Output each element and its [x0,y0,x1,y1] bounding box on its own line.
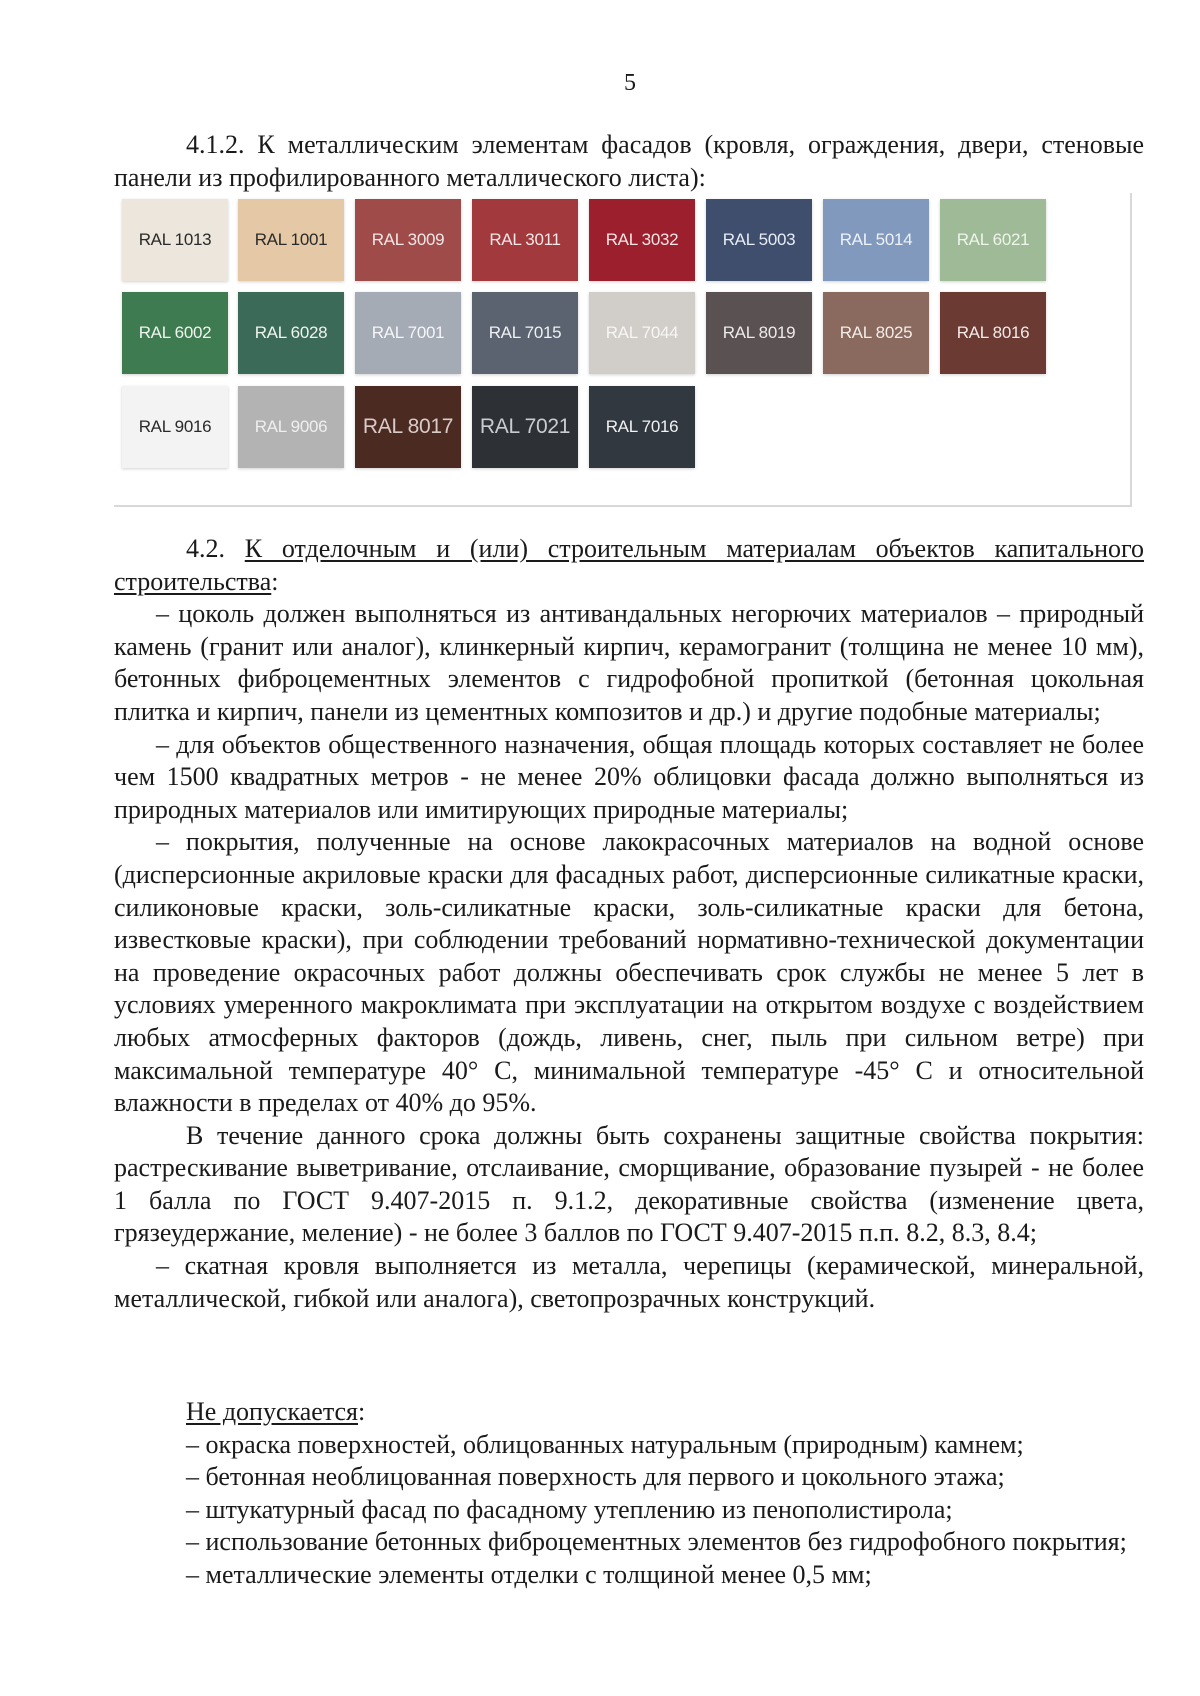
swatch-ral-9006 [238,386,344,468]
list-item: – окраска поверхностей, облицованных натуральным (природным) камнем; [186,1429,1024,1459]
section-title: К отделочным и (или) строительным материалам объектов капитального строительства [114,534,1145,596]
swatch-ral-1013 [122,199,228,281]
swatch-label: RAL 9016 [138,417,212,436]
intro-paragraph: 4.1.2. К металлическим элементам фасадов (кровля, ограждения, двери, стеновые панели из профилированного металлического листа): [114,130,1144,192]
swatch-label: RAL 8016 [956,323,1030,342]
list-item: – для объектов общественного назначения, общая площадь которых составляет не более чем 1500 квадратных метров - не менее 20% облицовки фасада должно выполняться из природных материалов или имитирующих природные материалы; [114,729,1144,824]
swatch-label: RAL 1001 [254,230,328,249]
paragraph: В течение данного срока должны быть сохранены защитные свойства покрытия: растрескивание выветривание, отслаивание, сморщивание, образование пузырей - не более 1 балла по ГОСТ 9.407-2015 п. 9.1.2, декоративные свойства (изменение цвета, грязеудержание, меление) - не более 3 баллов по ГОСТ 9.407-2015 п.п. 8.2, 8.3, 8.4; [114,1120,1144,1248]
swatch-label: RAL 6002 [138,323,212,342]
list-item: – использование бетонных фиброцементных элементов без гидрофобного покрытия; [186,1527,1127,1557]
page-number: 5 [624,70,636,96]
swatch-label: RAL 8017 [362,415,454,438]
swatch-label: RAL 3011 [489,230,561,249]
ral-color-palette [114,193,1132,507]
swatch-label: RAL 5014 [839,230,913,249]
swatch-label: RAL 6028 [254,323,328,342]
list-item: – бетонная необлицованная поверхность для первого и цокольного этажа; [186,1462,1005,1492]
swatch-ral-6021 [940,199,1046,281]
swatch-label: RAL 7015 [488,323,562,342]
swatch-label: RAL 3032 [605,230,679,249]
swatch-label: RAL 8019 [722,323,796,342]
swatch-label: RAL 9006 [254,417,328,436]
swatch-label: RAL 1013 [138,230,212,249]
swatch-ral-1001 [238,199,344,281]
swatch-ral-7021 [472,386,578,468]
list-item: – металлические элементы отделки с толщиной менее 0,5 мм; [186,1559,872,1589]
section-colon: : [271,566,279,596]
swatch-ral-8016 [940,292,1046,374]
swatch-label: RAL 7044 [605,323,679,342]
swatch-label: RAL 7016 [605,417,679,436]
list-item: – цоколь должен выполняться из антивандальных негорючих материалов – природный камень (гранит или аналог), клинкерный кирпич, керамогранит (толщина не менее 10 мм), бетонных фиброцементных элементов с гидрофобной пропиткой (бетонная цокольная плитка и кирпич, панели из цементных композитов и др.) и другие подобные материалы; [114,599,1144,726]
swatch-label: RAL 5003 [722,230,796,249]
swatch-ral-7001 [355,292,461,374]
section-4-2 [114,533,1144,1315]
prohibited-heading [114,1396,1144,1429]
swatch-ral-6002 [122,292,228,374]
list-item: – штукатурный фасад по фасадному утеплению из пенополистирола; [186,1494,953,1524]
list-item: – скатная кровля выполняется из металла, черепицы (керамической, минеральной, металлической, гибкой или аналога), светопрозрачных конструкций. [114,1251,1144,1313]
swatch-ral-8025 [823,292,929,374]
swatch-label: RAL 7001 [371,323,445,342]
swatch-label: RAL 7021 [479,415,571,438]
intro-block [114,129,1144,194]
swatch-ral-8019 [706,292,812,374]
swatch-ral-9016 [122,386,228,468]
list-item: – покрытия, полученные на основе лакокрасочных материалов на водной основе (дисперсионные акриловые краски для фасадных работ, дисперсионные силикатные краски, силиконовые краски, золь-силикатные краски, золь-силикатные краски для бетона, известковые краски), при соблюдении требований нормативно-технической документации на проведение окрасочных работ должны обеспечивать срок службы не менее 5 лет в условиях умеренного макроклимата при эксплуатации на открытом воздухе с воздействием любых атмосферных факторов (дождь, ливень, снег, пыль при сильном ветре) при максимальной температуре 40° С, минимальной температуре -45° С и относительной влажности в пределах от 40% до 95%. [114,827,1144,1118]
swatch-ral-5014 [823,199,929,281]
swatch-ral-6028 [238,292,344,374]
swatch-label: RAL 8025 [839,323,913,342]
swatch-ral-5003 [706,199,812,281]
swatch-ral-7016 [589,386,695,468]
swatch-ral-3032 [589,199,695,281]
swatch-ral-7044 [589,292,695,374]
section-number: 4.2. [186,534,245,563]
section-heading [114,533,1144,598]
swatch-ral-7015 [472,292,578,374]
swatch-label: RAL 6021 [956,230,1030,249]
prohibited-colon: : [358,1397,366,1426]
prohibited-title: Не допускается [186,1397,358,1426]
swatch-ral-3009 [355,199,461,281]
swatch-ral-3011 [472,199,578,281]
prohibited-section [114,1396,1144,1592]
swatch-label: RAL 3009 [371,230,445,249]
swatch-ral-8017 [355,386,461,468]
